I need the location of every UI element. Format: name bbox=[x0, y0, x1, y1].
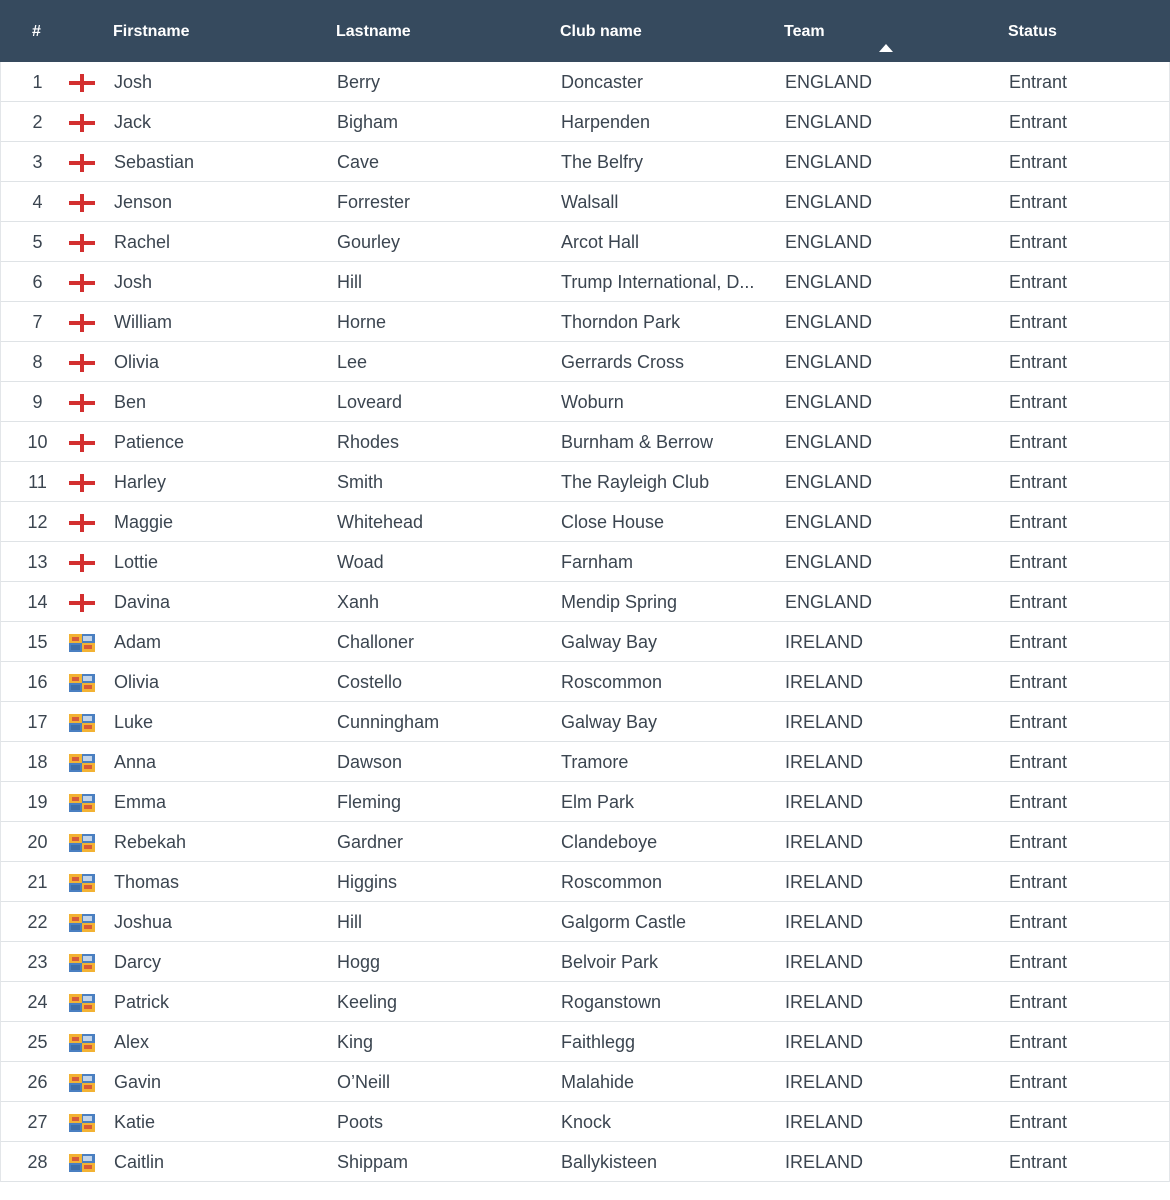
table-body bbox=[0, 62, 1170, 1182]
england-flag-icon bbox=[69, 114, 95, 132]
england-flag-icon bbox=[69, 554, 95, 572]
club-cell: Malahide bbox=[561, 1072, 635, 1092]
firstname-cell: Patience bbox=[114, 432, 185, 452]
status-cell: Entrant bbox=[1009, 152, 1068, 172]
team-cell: IRELAND bbox=[785, 1112, 864, 1132]
row-number: 19 bbox=[27, 792, 48, 812]
table-row[interactable] bbox=[0, 822, 1170, 862]
england-flag-icon bbox=[69, 234, 95, 252]
team-cell: ENGLAND bbox=[785, 512, 873, 532]
table-row[interactable] bbox=[0, 502, 1170, 542]
table-row[interactable] bbox=[0, 382, 1170, 422]
table-row[interactable] bbox=[0, 462, 1170, 502]
lastname-cell: Hogg bbox=[337, 952, 381, 972]
table-row[interactable] bbox=[0, 782, 1170, 822]
club-cell: Harpenden bbox=[561, 112, 651, 132]
england-flag-icon bbox=[69, 514, 95, 532]
ireland-flag-icon bbox=[69, 794, 95, 812]
team-cell: ENGLAND bbox=[785, 592, 873, 612]
status-cell: Entrant bbox=[1009, 392, 1068, 412]
team-cell: IRELAND bbox=[785, 872, 864, 892]
club-cell: Galway Bay bbox=[561, 712, 658, 732]
ireland-flag-icon bbox=[69, 754, 95, 772]
firstname-cell: Alex bbox=[114, 1032, 150, 1052]
lastname-cell: Gardner bbox=[337, 832, 404, 852]
team-cell: IRELAND bbox=[785, 1072, 864, 1092]
england-flag-icon bbox=[69, 394, 95, 412]
lastname-cell: Bigham bbox=[337, 112, 399, 132]
table-row[interactable] bbox=[0, 1142, 1170, 1182]
firstname-cell: Rebekah bbox=[114, 832, 187, 852]
row-number: 3 bbox=[32, 152, 43, 172]
club-cell: Woburn bbox=[561, 392, 624, 412]
row-number: 11 bbox=[28, 472, 47, 492]
england-flag-icon bbox=[69, 594, 95, 612]
team-cell: ENGLAND bbox=[785, 432, 873, 452]
lastname-cell: Woad bbox=[337, 552, 384, 572]
table-row[interactable] bbox=[0, 1062, 1170, 1102]
lastname-cell: Smith bbox=[337, 472, 384, 492]
status-cell: Entrant bbox=[1009, 112, 1068, 132]
table-row[interactable] bbox=[0, 902, 1170, 942]
england-flag-icon bbox=[69, 474, 95, 492]
status-cell: Entrant bbox=[1009, 472, 1068, 492]
table-row[interactable] bbox=[0, 862, 1170, 902]
row-number: 10 bbox=[27, 432, 48, 452]
team-cell: IRELAND bbox=[785, 632, 864, 652]
england-flag-icon bbox=[69, 354, 95, 372]
firstname-cell: Joshua bbox=[114, 912, 173, 932]
firstname-cell: Josh bbox=[114, 72, 153, 92]
row-number: 17 bbox=[27, 712, 48, 732]
lastname-cell: O’Neill bbox=[337, 1072, 391, 1092]
row-number: 24 bbox=[27, 992, 48, 1012]
club-cell: Ballykisteen bbox=[561, 1152, 658, 1172]
table-row[interactable] bbox=[0, 622, 1170, 662]
table-row[interactable] bbox=[0, 262, 1170, 302]
firstname-cell: Olivia bbox=[114, 352, 160, 372]
england-flag-icon bbox=[69, 74, 95, 92]
club-cell: Trump International, D... bbox=[561, 272, 755, 292]
team-cell: IRELAND bbox=[785, 912, 864, 932]
england-flag-icon bbox=[69, 194, 95, 212]
ireland-flag-icon bbox=[69, 1074, 95, 1092]
table-row[interactable] bbox=[0, 662, 1170, 702]
club-cell: Gerrards Cross bbox=[561, 352, 685, 372]
club-cell: Close House bbox=[561, 512, 665, 532]
row-number: 15 bbox=[27, 632, 48, 652]
team-cell: ENGLAND bbox=[785, 152, 873, 172]
firstname-cell: Ben bbox=[114, 392, 147, 412]
row-number: 21 bbox=[27, 872, 48, 892]
lastname-cell: Horne bbox=[337, 312, 387, 332]
table-row[interactable] bbox=[0, 982, 1170, 1022]
table-row[interactable] bbox=[0, 342, 1170, 382]
table-row[interactable] bbox=[0, 62, 1170, 102]
firstname-cell: Lottie bbox=[114, 552, 159, 572]
lastname-cell: Cunningham bbox=[337, 712, 440, 732]
club-cell: Galgorm Castle bbox=[561, 912, 687, 932]
lastname-cell: King bbox=[337, 1032, 374, 1052]
status-cell: Entrant bbox=[1009, 792, 1068, 812]
row-number: 28 bbox=[27, 1152, 48, 1172]
table-row[interactable] bbox=[0, 702, 1170, 742]
england-flag-icon bbox=[69, 154, 95, 172]
column-header-lastname[interactable]: Lastname bbox=[336, 23, 411, 40]
firstname-cell: Olivia bbox=[114, 672, 160, 692]
firstname-cell: Jack bbox=[114, 112, 152, 132]
firstname-cell: Luke bbox=[114, 712, 154, 732]
team-cell: IRELAND bbox=[785, 832, 864, 852]
table-row[interactable] bbox=[0, 942, 1170, 982]
club-cell: The Belfry bbox=[561, 152, 644, 172]
firstname-cell: Davina bbox=[114, 592, 171, 612]
lastname-cell: Costello bbox=[337, 672, 403, 692]
club-cell: Roganstown bbox=[561, 992, 662, 1012]
status-cell: Entrant bbox=[1009, 872, 1068, 892]
team-cell: ENGLAND bbox=[785, 272, 873, 292]
row-number: 25 bbox=[27, 1032, 48, 1052]
lastname-cell: Shippam bbox=[337, 1152, 409, 1172]
lastname-cell: Rhodes bbox=[337, 432, 400, 452]
club-cell: Thorndon Park bbox=[561, 312, 681, 332]
england-flag-icon bbox=[69, 314, 95, 332]
lastname-cell: Keeling bbox=[337, 992, 398, 1012]
table-row[interactable] bbox=[0, 222, 1170, 262]
column-header-team[interactable]: Team bbox=[784, 23, 825, 40]
column-header-club[interactable]: Club name bbox=[560, 23, 642, 40]
table-row[interactable] bbox=[0, 182, 1170, 222]
status-cell: Entrant bbox=[1009, 672, 1068, 692]
row-number: 12 bbox=[27, 512, 48, 532]
team-cell: ENGLAND bbox=[785, 552, 873, 572]
status-cell: Entrant bbox=[1009, 352, 1068, 372]
status-cell: Entrant bbox=[1009, 552, 1068, 572]
firstname-cell: Thomas bbox=[114, 872, 180, 892]
column-header-number[interactable]: # bbox=[32, 23, 41, 40]
firstname-cell: Jenson bbox=[114, 192, 173, 212]
lastname-cell: Loveard bbox=[337, 392, 403, 412]
status-cell: Entrant bbox=[1009, 632, 1068, 652]
ireland-flag-icon bbox=[69, 994, 95, 1012]
status-cell: Entrant bbox=[1009, 1112, 1068, 1132]
team-cell: IRELAND bbox=[785, 992, 864, 1012]
table-row[interactable] bbox=[0, 422, 1170, 462]
firstname-cell: Sebastian bbox=[114, 152, 195, 172]
club-cell: Galway Bay bbox=[561, 632, 658, 652]
team-cell: ENGLAND bbox=[785, 472, 873, 492]
club-cell: Mendip Spring bbox=[561, 592, 678, 612]
ireland-flag-icon bbox=[69, 914, 95, 932]
status-cell: Entrant bbox=[1009, 192, 1068, 212]
club-cell: Belvoir Park bbox=[561, 952, 659, 972]
row-number: 2 bbox=[32, 112, 43, 132]
row-number: 5 bbox=[32, 232, 43, 252]
club-cell: Farnham bbox=[561, 552, 634, 572]
england-flag-icon bbox=[69, 274, 95, 292]
club-cell: Arcot Hall bbox=[561, 232, 640, 252]
status-cell: Entrant bbox=[1009, 912, 1068, 932]
table-row[interactable] bbox=[0, 542, 1170, 582]
club-cell: Elm Park bbox=[561, 792, 635, 812]
firstname-cell: William bbox=[114, 312, 172, 332]
club-cell: Faithlegg bbox=[561, 1032, 636, 1052]
lastname-cell: Challoner bbox=[337, 632, 415, 652]
ireland-flag-icon bbox=[69, 1154, 95, 1172]
team-cell: ENGLAND bbox=[785, 352, 873, 372]
status-cell: Entrant bbox=[1009, 952, 1068, 972]
lastname-cell: Fleming bbox=[337, 792, 402, 812]
club-cell: The Rayleigh Club bbox=[561, 472, 710, 492]
lastname-cell: Forrester bbox=[337, 192, 411, 212]
status-cell: Entrant bbox=[1009, 512, 1068, 532]
ireland-flag-icon bbox=[69, 634, 95, 652]
status-cell: Entrant bbox=[1009, 592, 1068, 612]
lastname-cell: Hill bbox=[337, 912, 362, 932]
status-cell: Entrant bbox=[1009, 1032, 1068, 1052]
club-cell: Burnham & Berrow bbox=[561, 432, 714, 452]
firstname-cell: Emma bbox=[114, 792, 167, 812]
ireland-flag-icon bbox=[69, 834, 95, 852]
row-number: 18 bbox=[27, 752, 48, 772]
club-cell: Roscommon bbox=[561, 672, 663, 692]
row-number: 23 bbox=[27, 952, 48, 972]
table-row[interactable] bbox=[0, 1102, 1170, 1142]
england-flag-icon bbox=[69, 434, 95, 452]
sort-asc-icon[interactable] bbox=[879, 44, 893, 52]
ireland-flag-icon bbox=[69, 1034, 95, 1052]
row-number: 7 bbox=[32, 312, 43, 332]
firstname-cell: Adam bbox=[114, 632, 162, 652]
lastname-cell: Cave bbox=[337, 152, 380, 172]
column-header-firstname[interactable]: Firstname bbox=[113, 23, 190, 40]
row-number: 14 bbox=[27, 592, 48, 612]
status-cell: Entrant bbox=[1009, 432, 1068, 452]
firstname-cell: Josh bbox=[114, 272, 153, 292]
lastname-cell: Hill bbox=[337, 272, 362, 292]
status-cell: Entrant bbox=[1009, 72, 1068, 92]
team-cell: IRELAND bbox=[785, 712, 864, 732]
table-row[interactable] bbox=[0, 302, 1170, 342]
status-cell: Entrant bbox=[1009, 272, 1068, 292]
team-cell: IRELAND bbox=[785, 1032, 864, 1052]
firstname-cell: Maggie bbox=[114, 512, 174, 532]
row-number: 16 bbox=[27, 672, 48, 692]
team-cell: IRELAND bbox=[785, 952, 864, 972]
status-cell: Entrant bbox=[1009, 752, 1068, 772]
lastname-cell: Whitehead bbox=[337, 512, 424, 532]
team-cell: ENGLAND bbox=[785, 392, 873, 412]
team-cell: IRELAND bbox=[785, 752, 864, 772]
lastname-cell: Higgins bbox=[337, 872, 398, 892]
lastname-cell: Berry bbox=[337, 72, 381, 92]
ireland-flag-icon bbox=[69, 674, 95, 692]
table-row[interactable] bbox=[0, 1022, 1170, 1062]
row-number: 6 bbox=[32, 272, 43, 292]
ireland-flag-icon bbox=[69, 714, 95, 732]
team-cell: ENGLAND bbox=[785, 312, 873, 332]
firstname-cell: Caitlin bbox=[114, 1152, 165, 1172]
status-cell: Entrant bbox=[1009, 832, 1068, 852]
status-cell: Entrant bbox=[1009, 312, 1068, 332]
row-number: 4 bbox=[32, 192, 43, 212]
club-cell: Knock bbox=[561, 1112, 612, 1132]
lastname-cell: Lee bbox=[337, 352, 368, 372]
row-number: 9 bbox=[32, 392, 43, 412]
row-number: 20 bbox=[27, 832, 48, 852]
ireland-flag-icon bbox=[69, 874, 95, 892]
row-number: 26 bbox=[27, 1072, 48, 1092]
team-cell: ENGLAND bbox=[785, 72, 873, 92]
status-cell: Entrant bbox=[1009, 712, 1068, 732]
team-cell: ENGLAND bbox=[785, 112, 873, 132]
firstname-cell: Anna bbox=[114, 752, 157, 772]
firstname-cell: Rachel bbox=[114, 232, 171, 252]
row-number: 13 bbox=[27, 552, 48, 572]
team-cell: IRELAND bbox=[785, 792, 864, 812]
status-cell: Entrant bbox=[1009, 232, 1068, 252]
club-cell: Walsall bbox=[561, 192, 619, 212]
table-header bbox=[0, 0, 1170, 62]
firstname-cell: Darcy bbox=[114, 952, 162, 972]
lastname-cell: Poots bbox=[337, 1112, 384, 1132]
row-number: 27 bbox=[27, 1112, 48, 1132]
club-cell: Clandeboye bbox=[561, 832, 658, 852]
team-cell: ENGLAND bbox=[785, 192, 873, 212]
club-cell: Roscommon bbox=[561, 872, 663, 892]
row-number: 1 bbox=[32, 72, 43, 92]
table-row[interactable] bbox=[0, 742, 1170, 782]
status-cell: Entrant bbox=[1009, 992, 1068, 1012]
firstname-cell: Gavin bbox=[114, 1072, 162, 1092]
table-row[interactable] bbox=[0, 102, 1170, 142]
team-cell: IRELAND bbox=[785, 1152, 864, 1172]
firstname-cell: Katie bbox=[114, 1112, 156, 1132]
lastname-cell: Gourley bbox=[337, 232, 401, 252]
table-row[interactable] bbox=[0, 582, 1170, 622]
column-header-status[interactable]: Status bbox=[1008, 23, 1057, 40]
status-cell: Entrant bbox=[1009, 1152, 1068, 1172]
status-cell: Entrant bbox=[1009, 1072, 1068, 1092]
lastname-cell: Dawson bbox=[337, 752, 403, 772]
firstname-cell: Harley bbox=[114, 472, 167, 492]
row-number: 22 bbox=[27, 912, 48, 932]
team-cell: IRELAND bbox=[785, 672, 864, 692]
club-cell: Doncaster bbox=[561, 72, 644, 92]
club-cell: Tramore bbox=[561, 752, 629, 772]
row-number: 8 bbox=[32, 352, 43, 372]
ireland-flag-icon bbox=[69, 1114, 95, 1132]
ireland-flag-icon bbox=[69, 954, 95, 972]
firstname-cell: Patrick bbox=[114, 992, 170, 1012]
table-row[interactable] bbox=[0, 142, 1170, 182]
lastname-cell: Xanh bbox=[337, 592, 380, 612]
team-cell: ENGLAND bbox=[785, 232, 873, 252]
